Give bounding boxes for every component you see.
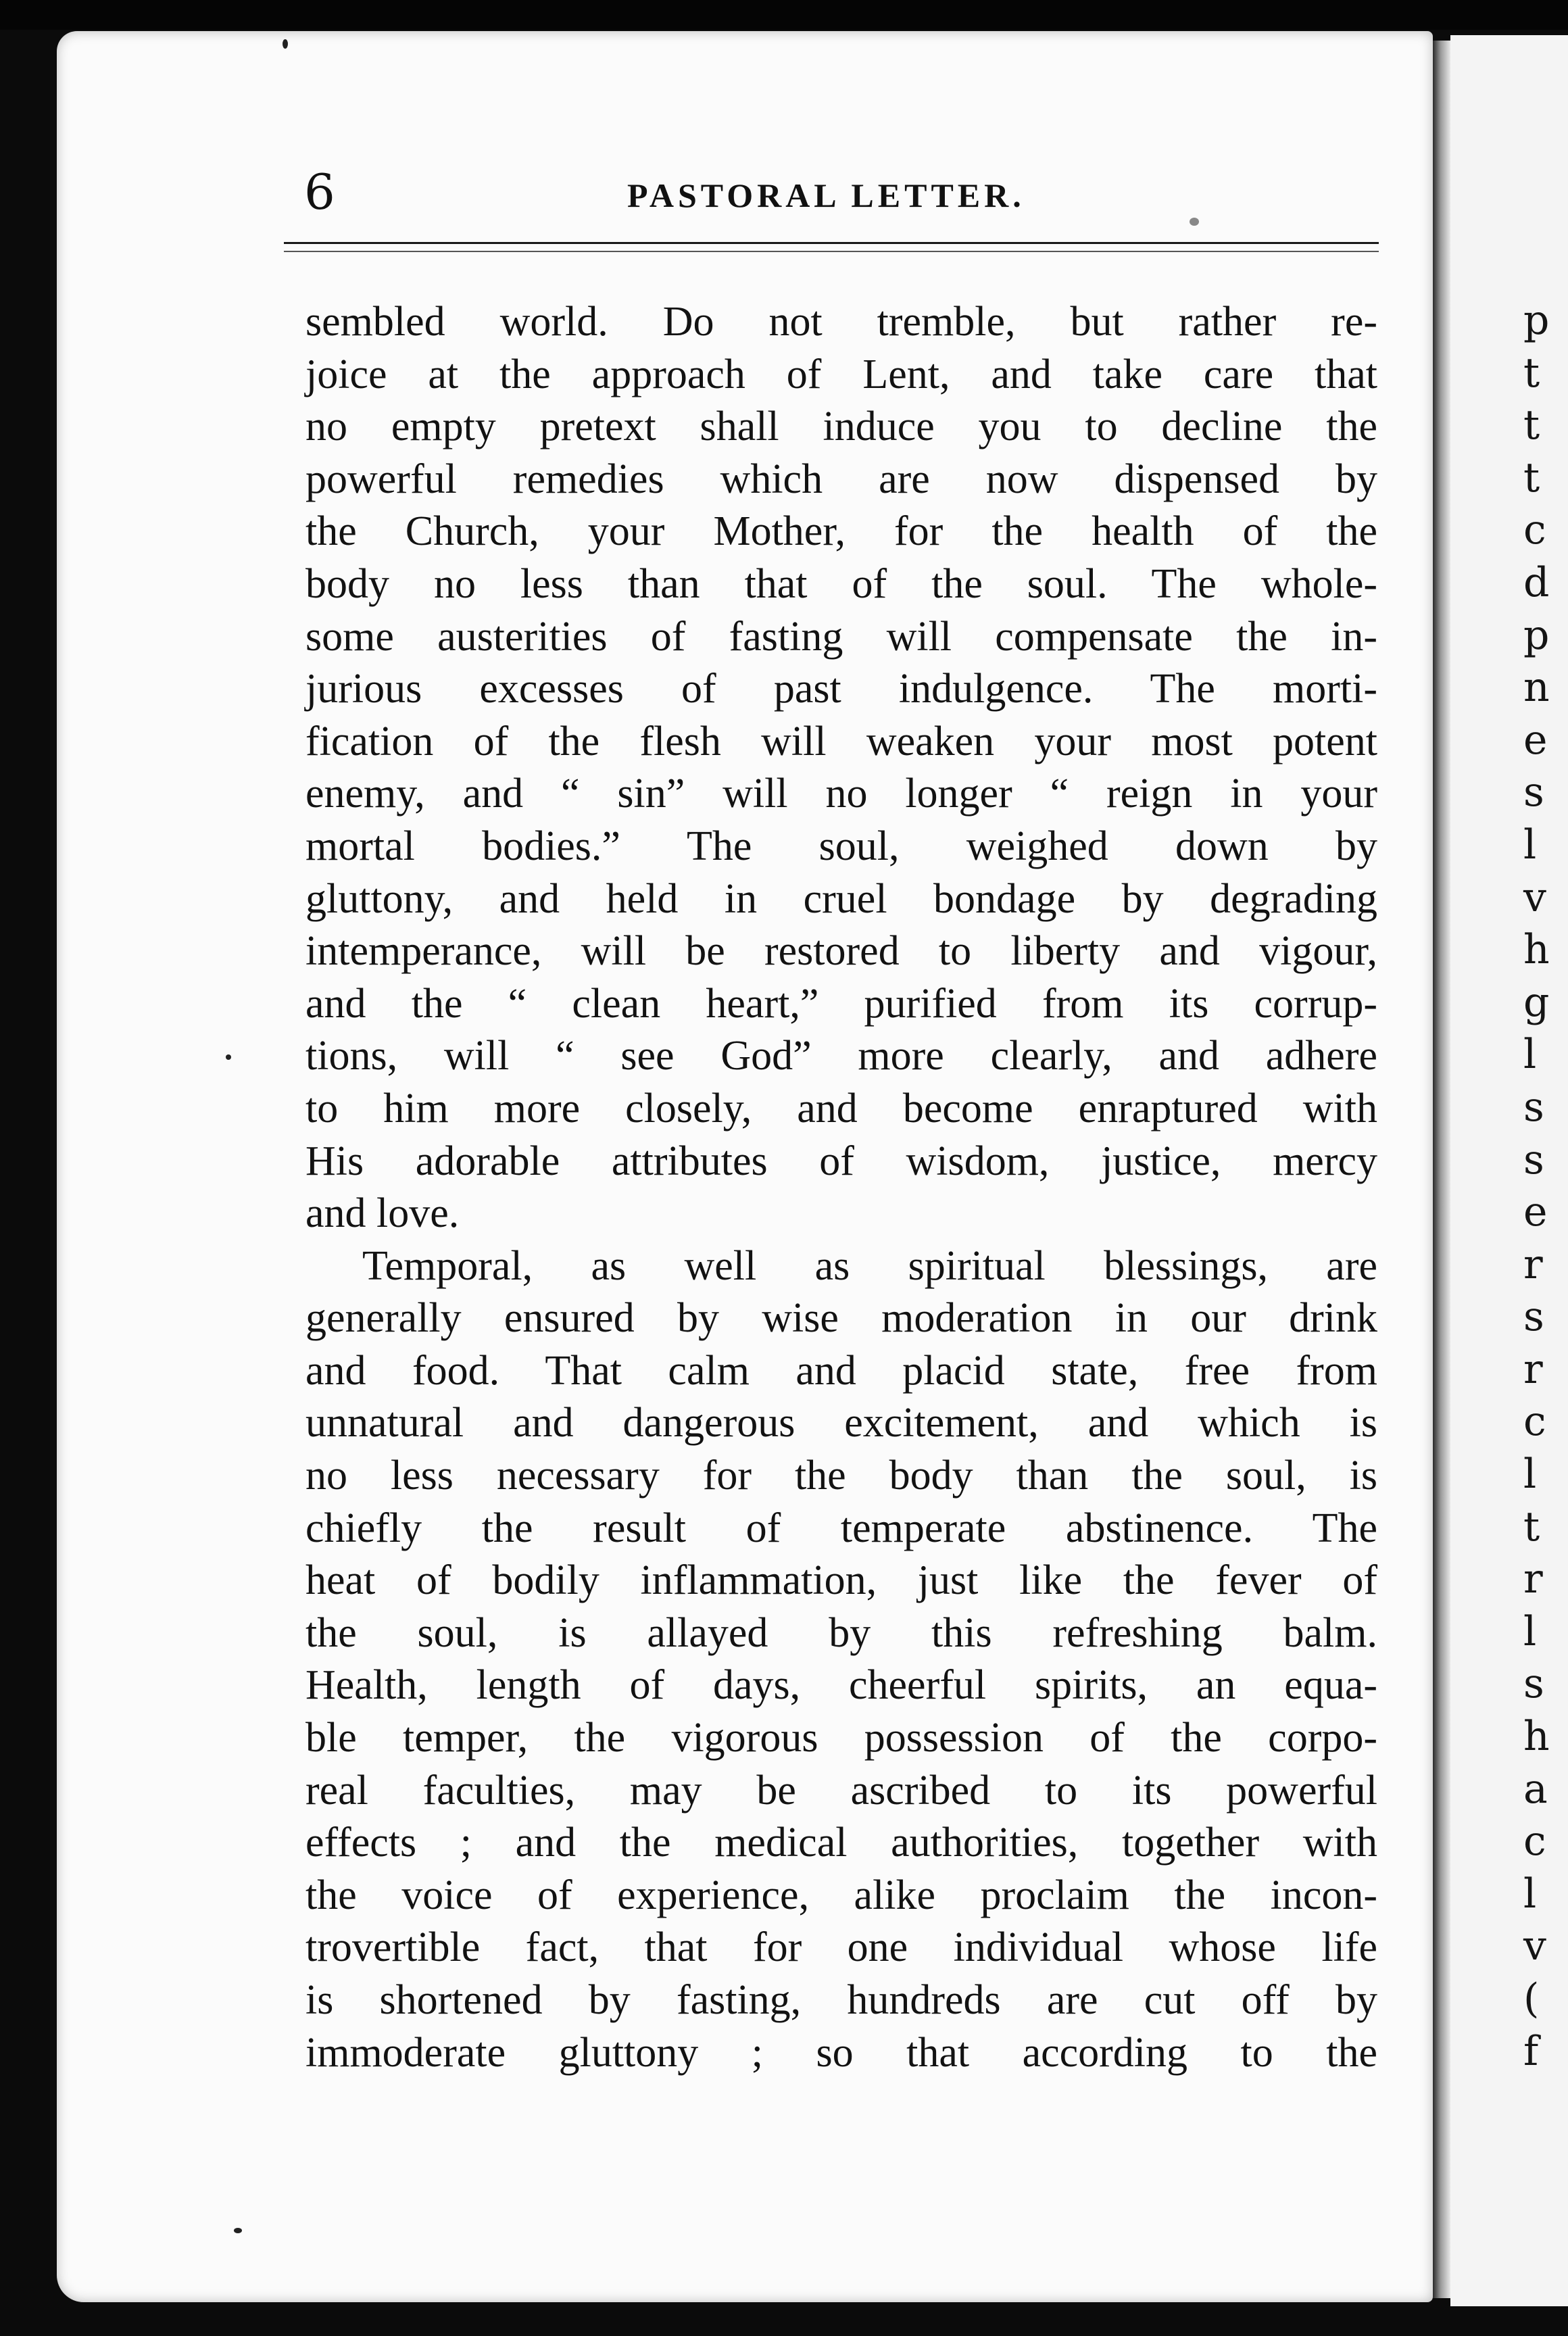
text-line: joice at the approach of Lent, and take care that: [305, 351, 1377, 397]
text-line: powerful remedies which are now dispensed by: [305, 456, 1377, 502]
facing-page-letter: l: [1523, 1031, 1537, 1079]
text-line: intemperance, will be restored to liberty and vigour,: [305, 928, 1377, 975]
facing-page-letter: r: [1523, 1240, 1543, 1288]
text-line: fication of the flesh will weaken your most potent: [305, 718, 1377, 764]
facing-page-letter: s: [1523, 1660, 1544, 1708]
facing-page-letter: r: [1523, 1555, 1543, 1603]
facing-page-letter: d: [1523, 558, 1550, 606]
page-header: [304, 164, 1365, 218]
facing-page-letter: f: [1523, 2027, 1539, 2075]
text-line: effects ; and the medical authorities, together with: [305, 1820, 1377, 1866]
facing-page-letter: s: [1523, 1083, 1544, 1131]
text-line: real faculties, may be ascribed to its powerful: [305, 1767, 1377, 1814]
facing-page-letter: (: [1523, 1975, 1540, 2022]
text-line: is shortened by fasting, hundreds are cut off by: [305, 1977, 1377, 2023]
text-line: generally ensured by wise moderation in our drink: [305, 1295, 1377, 1342]
ink-speck: [283, 39, 288, 49]
facing-page-letter: c: [1523, 1398, 1546, 1446]
facing-page-letter: t: [1523, 349, 1540, 397]
facing-page-letter: c: [1523, 506, 1546, 554]
text-line: chiefly the result of temperate abstinence. The: [305, 1505, 1377, 1551]
facing-page-letter: v: [1523, 1922, 1546, 1970]
ink-speck: [1190, 218, 1199, 226]
text-line: ble temper, the vigorous possession of the corpo-: [305, 1715, 1377, 1761]
facing-page-letter: v: [1523, 873, 1546, 921]
facing-page-letter: g: [1523, 978, 1550, 1026]
text-line: Temporal, as well as spiritual blessings, are: [362, 1242, 1377, 1289]
page-number: 6: [304, 164, 335, 220]
facing-page-letter: t: [1523, 402, 1540, 449]
text-line: to him more closely, and become enraptured with: [305, 1085, 1377, 1132]
text-line: His adorable attributes of wisdom, justice, mercy: [305, 1138, 1377, 1184]
text-line: mortal bodies.” The soul, weighed down by: [305, 823, 1377, 869]
text-line: heat of bodily inflammation, just like the fever of: [305, 1557, 1377, 1604]
facing-page-letter: l: [1523, 821, 1537, 869]
ink-speck: [226, 1054, 231, 1060]
text-line: immoderate gluttony ; so that according to the: [305, 2029, 1377, 2076]
facing-page-letter: r: [1523, 1345, 1543, 1393]
facing-page-letter: p: [1523, 611, 1550, 659]
running-title: PASTORAL LETTER.: [627, 176, 1025, 214]
facing-page-letter: h: [1523, 1713, 1550, 1761]
text-line: sembled world. Do not tremble, but rather re-: [305, 299, 1377, 345]
text-line: and the “ clean heart,” purified from its corrup-: [305, 980, 1377, 1027]
text-line: unnatural and dangerous excitement, and which is: [305, 1400, 1377, 1446]
facing-page-letter: c: [1523, 1818, 1546, 1866]
text-line: trovertible fact, that for one individual whose life: [305, 1924, 1377, 1971]
text-line: the soul, is allayed by this refreshing balm.: [305, 1609, 1377, 1656]
facing-page-edge: [1450, 35, 1568, 2306]
facing-page-letter: s: [1523, 769, 1544, 817]
facing-page-letter: l: [1523, 1607, 1537, 1655]
text-line: Health, length of days, cheerful spirits, an equa-: [305, 1662, 1377, 1709]
facing-page-letter: s: [1523, 1293, 1544, 1341]
facing-page-letter: e: [1523, 1188, 1548, 1236]
facing-page-line-starts: [1523, 295, 1550, 2078]
text-line: jurious excesses of past indulgence. The morti-: [305, 666, 1377, 712]
facing-page-letter: t: [1523, 454, 1540, 502]
facing-page-letter: l: [1523, 1870, 1537, 1918]
text-line: gluttony, and held in cruel bondage by degrading: [305, 875, 1377, 922]
text-line: enemy, and “ sin” will no longer “ reign in your: [305, 771, 1377, 817]
text-line: the voice of experience, alike proclaim the incon-: [305, 1872, 1377, 1918]
facing-page-letter: a: [1523, 1765, 1548, 1813]
body-text: [305, 296, 1377, 2079]
scan-border: [0, 0, 1568, 30]
facing-page-letter: p: [1523, 297, 1550, 344]
text-line: some austerities of fasting will compensate the in-: [305, 613, 1377, 660]
facing-page-letter: t: [1523, 1503, 1540, 1551]
book-gutter: [1433, 41, 1450, 2298]
text-line: and food. That calm and placid state, free from: [305, 1347, 1377, 1394]
text-line: no empty pretext shall induce you to decline the: [305, 404, 1377, 450]
header-rule: [284, 242, 1379, 252]
text-line: and love.: [305, 1190, 460, 1237]
facing-page-letter: l: [1523, 1451, 1537, 1499]
text-line: tions, will “ see God” more clearly, and adhere: [305, 1033, 1377, 1079]
ink-speck: [234, 2228, 242, 2233]
facing-page-letter: s: [1523, 1136, 1544, 1184]
facing-page-letter: n: [1523, 664, 1550, 712]
facing-page-letter: e: [1523, 716, 1548, 764]
text-line: the Church, your Mother, for the health of the: [305, 508, 1377, 555]
text-line: no less necessary for the body than the soul, is: [305, 1453, 1377, 1499]
facing-page-letter: h: [1523, 926, 1550, 974]
text-line: body no less than that of the soul. The whole-: [305, 560, 1377, 607]
